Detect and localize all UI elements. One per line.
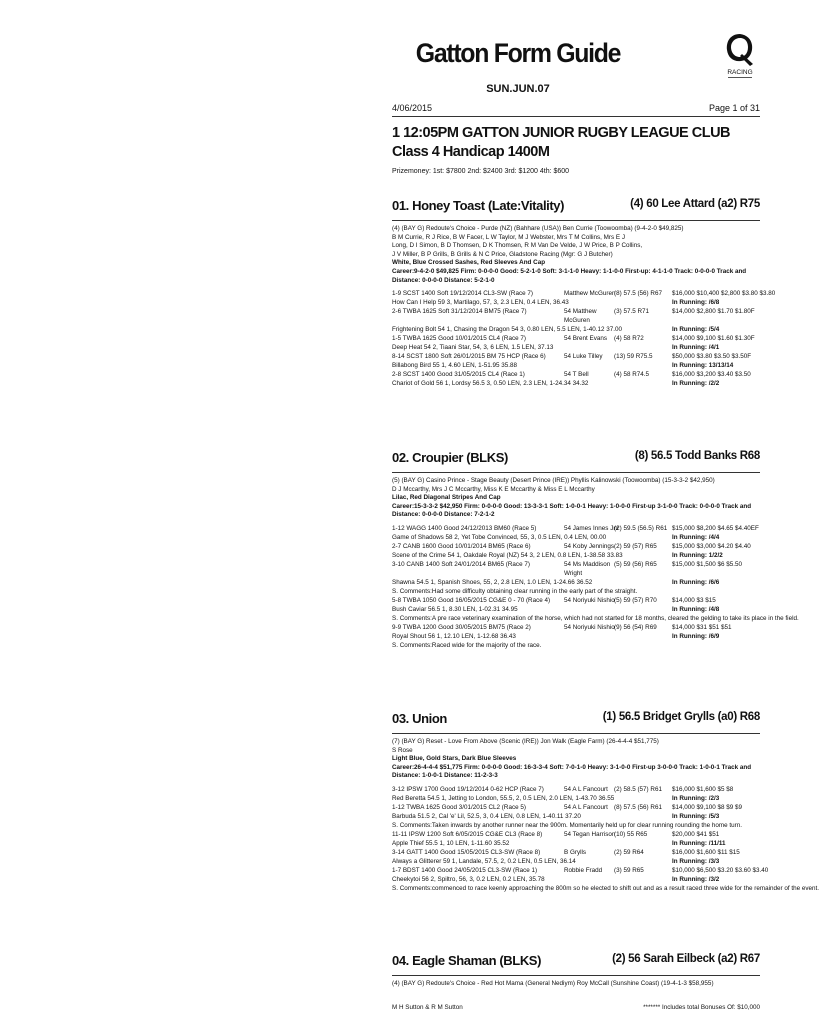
run-prizemoney: $14,000 $9,100 $8 $9 $9 — [672, 803, 743, 811]
run-prizemoney: $20,000 $41 $51 — [672, 830, 720, 838]
form-run-row — [392, 830, 760, 839]
form-run-row — [392, 307, 760, 316]
bonus-footer: ******* Includes total Bonuses Of: $10,000 — [643, 1004, 760, 1011]
form-run-row — [392, 884, 819, 893]
page-number: Page 1 of 31 — [708, 103, 760, 113]
run-description: Barbuda 51.5 2, Cal 'e' Lil, 52.5, 3, 0.4 LEN, 0.8 LEN, 1-40.11 37.20 — [392, 812, 581, 820]
race-title: 1 12:05PM GATTON JUNIOR RUGBY LEAGUE CLUB Class 4 Handicap 1400M — [392, 125, 731, 160]
run-prizemoney: $10,000 $6,500 $3.20 $3.60 $3.40 — [672, 866, 769, 874]
run-jockey: 54 Tegan Harrison — [564, 830, 616, 838]
horse-entry — [392, 198, 776, 388]
form-run-row — [392, 542, 760, 551]
run-jockey: 54 Noriyuki Nishio — [564, 623, 615, 631]
horse-header — [392, 198, 760, 218]
run-prizemoney: In Running: /3/2 — [672, 875, 720, 883]
run-description: 2-7 CANB 1600 Good 10/01/2014 BM65 (Race 6) — [392, 542, 531, 550]
form-run-row — [392, 316, 760, 325]
run-jockey: Robbie Fradd — [564, 866, 603, 874]
run-description: Bush Caviar 56.5 1, 8.30 LEN, 1-02.31 34.95 — [392, 605, 518, 613]
run-description: S. Comments:commenced to race keenly approaching the 800m so he elected to shift out and as a result raced three wide for the remainder of the event. — [392, 884, 819, 892]
run-description: S. Comments:Raced wide for the majority of the race. — [392, 641, 542, 649]
run-barrier-weight: (3) 57.5 R71 — [614, 308, 650, 316]
run-jockey: 54 Ms Maddison — [564, 560, 611, 568]
form-run-row — [392, 560, 760, 569]
run-barrier-weight: (4) 58 R72 — [614, 335, 644, 343]
form-run-row — [392, 298, 760, 307]
horse-info-line: J V Miller, B P Grills, B Grills & N C Price, Gladstone Racing (Mgr: G J Butcher) — [392, 250, 613, 258]
run-barrier-weight: (3) 59 R65 — [614, 866, 644, 874]
horse-rider: (1) 56.5 Bridget Grylls (a0) R68 — [602, 711, 760, 723]
run-prizemoney: In Running: /5/4 — [672, 326, 720, 334]
run-jockey: Wright — [564, 569, 583, 577]
run-barrier-weight: (10) 55 R65 — [614, 830, 648, 838]
run-prizemoney: In Running: 1/2/2 — [672, 551, 723, 559]
horse-colours: Lilac, Red Diagonal Stripes And Cap — [392, 494, 501, 502]
run-barrier-weight: (2) 58.5 (57) R61 — [614, 785, 662, 793]
run-description: 1-12 TWBA 1625 Good 3/01/2015 CL2 (Race 5) — [392, 803, 526, 811]
form-run-row — [392, 875, 760, 884]
run-barrier-weight: (13) 59 R75.5 — [614, 353, 653, 361]
horse-entry — [392, 450, 799, 650]
form-run-row — [392, 641, 760, 650]
horse-name: 02. Croupier (BLKS) — [392, 450, 508, 465]
horse-info-line: Long, D I Simon, B D Thomsen, D K Thomsen, R M Van De Velde, J W Price, B P Collins, — [392, 242, 643, 250]
form-run-row — [392, 551, 760, 560]
form-run-row — [392, 361, 760, 370]
run-description: Billabong Bird 55 1, 4.60 LEN, 1-51.95 35.88 — [392, 362, 517, 370]
form-run-row — [392, 533, 760, 542]
form-run-row — [392, 578, 760, 587]
run-description: 2-6 TWBA 1625 Soft 31/12/2014 BM75 (Race 7) — [392, 308, 527, 316]
run-description: 2-8 SCST 1400 Good 31/05/2015 CL4 (Race 1) — [392, 371, 525, 379]
run-jockey: Matthew McGuren — [564, 290, 616, 298]
run-description: Shawna 54.5 1, Spanish Shoes, 55, 2, 2.8 LEN, 1.0 LEN, 1-24.66 36.52 — [392, 578, 593, 586]
form-run-row — [392, 866, 769, 875]
run-description: Red Beretta 54.5 1, Jetting to London, 55.5, 2, 0.5 LEN, 2.0 LEN, 1-43.70 36.55 — [392, 794, 615, 802]
run-description: S. Comments:Taken inwards by another runner near the 900m. Momentarily held up for clear running rounding the home turn. — [392, 821, 743, 829]
run-jockey: B Grylls — [564, 848, 587, 856]
horse-career: Career:9-4-2-0 $49,825 Firm: 0-0-0-0 Good: 5-2-1-0 Soft: 3-1-1-0 Heavy: 1-1-0-0 First-up: 4-1-1-0 Track: 0-0-0-0 Track and Distance: 0-0-0-0 Distance: 5-2-1-0 — [392, 267, 747, 284]
run-jockey: 54 Noriyuki Nishio — [564, 596, 615, 604]
run-prizemoney: In Running: /4/4 — [672, 533, 720, 541]
run-jockey: 54 Brent Evans — [564, 335, 608, 343]
run-prizemoney: $50,000 $3.80 $3.50 $3.50F — [672, 353, 752, 361]
owners-footer: M H Sutton & R M Sutton — [392, 1004, 463, 1011]
run-description: 9-9 TWBA 1200 Good 30/05/2015 BM75 (Race 2) — [392, 623, 531, 631]
run-prizemoney: $14,000 $2,800 $1.70 $1.80F — [672, 308, 755, 316]
run-description: 11-11 IPSW 1200 Soft 6/05/2015 CG&E CL3 (Race 8) — [392, 830, 543, 838]
guide-title: Gatton Form Guide — [415, 38, 621, 68]
run-prizemoney: In Running: /2/3 — [672, 794, 720, 802]
logo-text: RACING — [727, 69, 753, 76]
run-jockey: McGuren — [564, 317, 590, 325]
run-description: Apple Thief 55.5 1, 10 LEN, 1-11.60 35.52 — [392, 839, 510, 847]
form-run-row — [392, 289, 776, 298]
header-rule — [392, 116, 760, 117]
run-barrier-weight: (8) 57.5 (56) R61 — [614, 803, 662, 811]
run-description: 1-12 WAGG 1400 Good 24/12/2013 BM60 (Race 5) — [392, 524, 537, 532]
form-run-row — [392, 524, 760, 533]
run-jockey: 54 A L Fancourt — [564, 803, 608, 811]
form-run-row — [392, 794, 760, 803]
run-barrier-weight: (5) 59 (56) R65 — [614, 560, 657, 568]
run-barrier-weight: (4) 58 R74.5 — [614, 371, 650, 379]
horse-name: 03. Union — [392, 711, 447, 726]
run-prizemoney: $14,000 $9,100 $1.60 $1.30F — [672, 335, 755, 343]
form-run-row — [392, 821, 760, 830]
print-date: 4/06/2015 — [392, 103, 433, 113]
form-run-row — [392, 596, 760, 605]
form-run-row — [392, 812, 760, 821]
horse-entry — [392, 953, 760, 989]
run-jockey: 54 A L Fancourt — [564, 785, 608, 793]
run-prizemoney: $15,000 $1,500 $6 $5.50 — [672, 560, 743, 568]
run-description: 8-14 SCST 1800 Soft 26/01/2015 BM 75 HCP (Race 6) — [392, 353, 546, 361]
form-run-row — [392, 857, 760, 866]
run-jockey: 54 Koby Jennings — [564, 542, 615, 550]
run-prizemoney: $16,000 $1,600 $11 $15 — [672, 848, 740, 856]
run-jockey: 54 Matthew — [564, 308, 597, 316]
horse-name: 01. Honey Toast (Late:Vitality) — [392, 198, 565, 213]
form-run-row — [392, 623, 760, 632]
run-jockey: 54 Luke Tilley — [564, 353, 603, 361]
horse-rider: (2) 56 Sarah Eilbeck (a2) R67 — [612, 953, 760, 965]
horse-colours: White, Blue Crossed Sashes, Red Sleeves And Cap — [392, 259, 546, 267]
form-run-row — [392, 343, 760, 352]
run-description: 1-9 SCST 1400 Soft 19/12/2014 CL3-SW (Race 7) — [392, 290, 533, 298]
form-run-row — [392, 370, 760, 379]
run-jockey: 54 T Bell — [564, 371, 589, 379]
form-run-row — [392, 785, 760, 794]
horse-header — [392, 953, 760, 973]
horse-info-line: (5) (BAY G) Casino Prince - Stage Beauty (Desert Prince (IRE)) Phyllis Kalinowski (Toowoomba) (15-3-3-2 $42,950) — [392, 477, 715, 484]
run-description: 5-8 TWBA 1050 Good 16/05/2015 CG&E 0 - 70 (Race 4) — [392, 596, 551, 604]
run-barrier-weight: (2) 59.5 (56.5) R61 — [614, 524, 668, 532]
run-prizemoney: In Running: /4/1 — [672, 344, 720, 352]
horse-info-line: B M Currie, R J Rice, B W Facer, L W Taylor, M J Webster, Mrs T M Collins, Mrs E J — [392, 233, 626, 241]
run-barrier-weight: (8) 57.5 (56) R67 — [614, 290, 662, 298]
run-prizemoney: In Running: 13/13/14 — [672, 362, 734, 370]
run-prizemoney: $16,000 $3,200 $3.40 $3.50 — [672, 371, 751, 379]
form-run-row — [392, 352, 760, 361]
run-barrier-weight: (5) 59 (57) R70 — [614, 596, 657, 604]
horse-info-line: S Rose — [392, 746, 413, 754]
horse-info-line: (7) (BAY G) Reset - Love From Above (Scenic (IRE)) Jon Walk (Eagle Farm) (26-4-4-4 $51,775) — [392, 738, 659, 745]
form-run-row — [392, 632, 760, 641]
run-description: Chariot of Gold 56 1, Lordsy 56.5 3, 0.50 LEN, 2.3 LEN, 1-24.34 34.32 — [392, 380, 589, 388]
form-run-row — [392, 803, 760, 812]
horse-rider: (4) 60 Lee Attard (a2) R75 — [630, 198, 760, 210]
run-prizemoney: In Running: /6/8 — [672, 299, 720, 307]
run-description: Cheekytoi 56 2, Spiltro, 56, 3, 0.2 LEN, 0.2 LEN, 35.78 — [392, 875, 545, 883]
run-description: Royal Shout 56 1, 12.10 LEN, 1-12.68 36.43 — [392, 632, 516, 640]
run-description: Frightening Bolt 54 1, Chasing the Dragon 54 3, 0.80 LEN, 5.5 LEN, 1-40.12 37.00 — [392, 326, 622, 334]
horse-info-line: (4) (BAY G) Redoute's Choice - Red Hot Mama (General Nediym) Roy McCall (Sunshine Coast) (19-4-1-3 $58,955) — [392, 980, 714, 987]
run-barrier-weight: (2) 59 (57) R65 — [614, 542, 657, 550]
horse-info-line: (4) (BAY G) Redoute's Choice - Purde (NZ) (Bahhare (USA)) Ben Currie (Toowoomba) (9-4-2-0 $49,825) — [392, 225, 684, 232]
horse-career: Career:26-4-4-4 $51,775 Firm: 0-0-0-0 Good: 16-3-3-4 Soft: 7-0-1-0 Heavy: 3-1-0-0 First-up 3-0-0-0 Track: 1-0-0-1 Track and Distance: 1-0-0-1 Distance: 11-2-3-3 — [392, 763, 752, 780]
form-run-row — [392, 569, 760, 578]
run-prizemoney: $15,000 $8,200 $4.65 $4.40EF — [672, 524, 759, 532]
horse-header — [392, 711, 760, 731]
race-prizemoney: Prizemoney: 1st: $7800 2nd: $2400 3rd: $1200 4th: $600 — [392, 168, 570, 175]
run-prizemoney: In Running: /4/8 — [672, 605, 720, 613]
horse-entry — [392, 711, 819, 893]
run-prizemoney: $14,000 $31 $51 $51 — [672, 623, 732, 631]
run-description: Scene of the Crime 54 1, Oakdale Royal (NZ) 54 3, 2 LEN, 0.8 LEN, 1-38.58 33.83 — [392, 551, 623, 559]
run-prizemoney: In Running: /6/9 — [672, 632, 720, 640]
run-barrier-weight: (2) 59 R64 — [614, 848, 644, 856]
run-prizemoney: $15,000 $3,000 $4.20 $4.40 — [672, 542, 751, 550]
run-description: How Can I Help 59 3, Martilago, 57, 3, 2.3 LEN, 0.4 LEN, 36.43 — [392, 299, 569, 307]
guide-date: SUN.JUN.07 — [486, 83, 550, 95]
form-run-row — [392, 379, 760, 388]
run-barrier-weight: (9) 56 (54) R69 — [614, 623, 657, 631]
racing-logo — [720, 30, 760, 84]
form-run-row — [392, 839, 760, 848]
horse-header — [392, 450, 760, 470]
form-run-row — [392, 325, 760, 334]
form-run-row — [392, 587, 760, 596]
run-description: 3-14 GATT 1400 Good 15/05/2015 CL3-SW (Race 8) — [392, 848, 541, 856]
run-description: Game of Shadows 58 2, Yet Tobe Convinced, 55, 3, 0.5 LEN, 0.4 LEN, 00.00 — [392, 533, 607, 541]
run-prizemoney: In Running: /11/11 — [672, 839, 726, 847]
horse-info-line: D J Mccarthy, Mrs J C Mccarthy, Miss K E Mccarthy & Miss E L Mccarthy — [392, 485, 595, 493]
run-jockey: 54 James Innes Jnr — [564, 524, 619, 532]
form-run-row — [392, 334, 760, 343]
run-description: Deep Heat 54 2, Tiaani Star, 54, 3, 6 LEN, 1.5 LEN, 37.13 — [392, 344, 554, 352]
run-prizemoney: $16,000 $1,600 $5 $8 — [672, 785, 734, 793]
run-description: S. Comments:Had some difficulty obtaining clear running in the early part of the straight. — [392, 587, 638, 595]
run-description: S. Comments:A pre race veterinary examination of the horse, which had not started for 18 months, cleared the gelding to take its place in the field. — [392, 614, 799, 622]
run-prizemoney: $14,000 $3 $15 — [672, 596, 716, 604]
form-run-row — [392, 605, 760, 614]
run-prizemoney: In Running: /2/2 — [672, 380, 720, 388]
run-description: 3-12 IPSW 1700 Good 19/12/2014 0-62 HCP (Race 7) — [392, 785, 544, 793]
horse-career: Career:15-3-3-2 $42,950 Firm: 0-0-0-0 Good: 13-3-3-1 Soft: 1-0-0-1 Heavy: 1-0-0-0 First-up 3-1-0-0 Track: 0-0-0-0 Track and Distance: 0-0-0-0 Distance: 7-2-1-2 — [392, 502, 752, 519]
horse-name: 04. Eagle Shaman (BLKS) — [392, 953, 542, 968]
run-prizemoney: $16,000 $10,400 $2,800 $3.80 $3.80 — [672, 290, 776, 298]
run-prizemoney: In Running: /5/3 — [672, 812, 720, 820]
run-description: 3-10 CANB 1400 Soft 24/01/2014 BM65 (Race 7) — [392, 560, 530, 568]
run-prizemoney: In Running: /3/3 — [672, 857, 720, 865]
run-description: 1-7 BDST 1400 Good 24/05/2015 CL3-SW (Race 1) — [392, 866, 538, 874]
form-run-row — [392, 848, 760, 857]
run-description: Always a Glitterer 59 1, Landale, 57.5, 2, 0.2 LEN, 0.5 LEN, 36.14 — [392, 857, 576, 865]
form-run-row — [392, 614, 799, 623]
run-description: 1-5 TWBA 1625 Good 10/01/2015 CL4 (Race 7) — [392, 335, 526, 343]
horse-colours: Light Blue, Gold Stars, Dark Blue Sleeves — [392, 755, 517, 763]
run-prizemoney: In Running: /6/6 — [672, 578, 720, 586]
horse-rider: (8) 56.5 Todd Banks R68 — [634, 450, 760, 462]
